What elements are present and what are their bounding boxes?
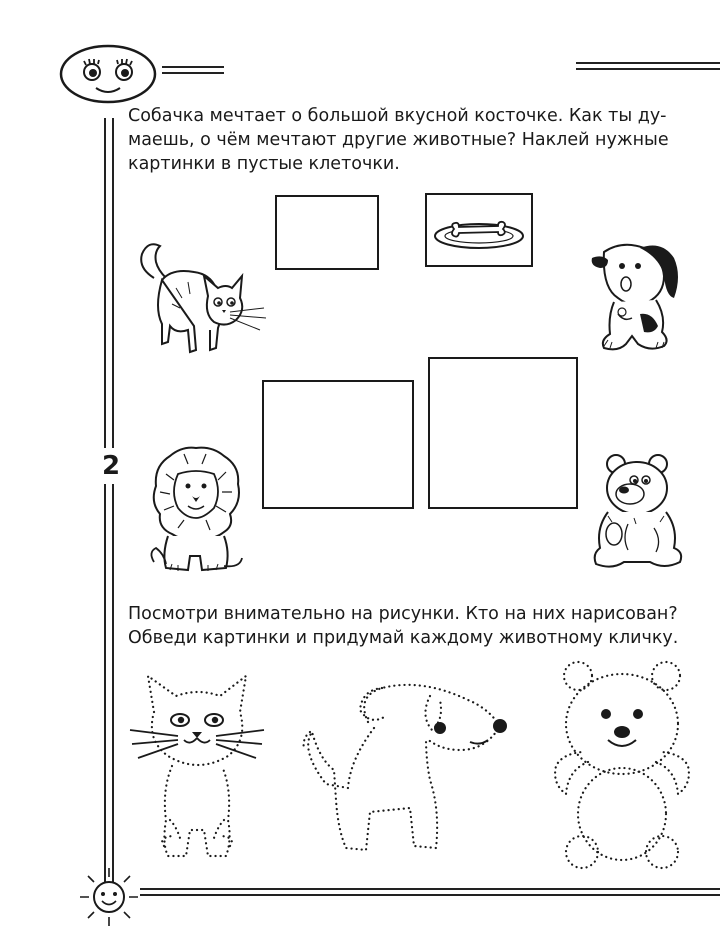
margin-line: [104, 118, 106, 888]
task2-line: Обведи картинки и придумай каждому животному кличку.: [128, 628, 679, 648]
header-rule: [162, 72, 224, 74]
header-rule: [576, 62, 720, 64]
task1-line: маешь, о чём мечтают другие животные? Наклей нужные: [128, 130, 669, 150]
dog-illustration: [578, 236, 688, 358]
bear-illustration: [584, 452, 694, 570]
dotted-dog-tracing[interactable]: [290, 680, 510, 870]
bone-on-plate-illustration: [432, 212, 526, 252]
footer-rule: [140, 888, 720, 890]
dotted-cat-tracing[interactable]: [128, 670, 268, 870]
task2-instructions: [128, 602, 678, 650]
footer-rule: [140, 894, 720, 896]
task2-line: Посмотри внимательно на рисунки. Кто на них нарисован?: [128, 604, 678, 624]
task1-line: картинки в пустые клеточки.: [128, 154, 400, 174]
lion-illustration: [144, 444, 248, 576]
margin-line: [112, 118, 114, 888]
cat-illustration: [132, 238, 268, 358]
task1-instructions: [128, 104, 669, 176]
sticker-box-cat[interactable]: [275, 195, 379, 270]
sun-icon: [76, 864, 142, 930]
sticker-box-lion[interactable]: [262, 380, 414, 509]
task1-line: Собачка мечтает о большой вкусной косточке. Как ты ду-: [128, 106, 667, 126]
page-number: 2: [96, 448, 126, 484]
smiling-face-icon: [58, 42, 158, 106]
dotted-bear-tracing[interactable]: [548, 654, 702, 878]
sticker-box-bear[interactable]: [428, 357, 578, 509]
header-rule: [162, 66, 224, 68]
header-rule: [576, 68, 720, 70]
